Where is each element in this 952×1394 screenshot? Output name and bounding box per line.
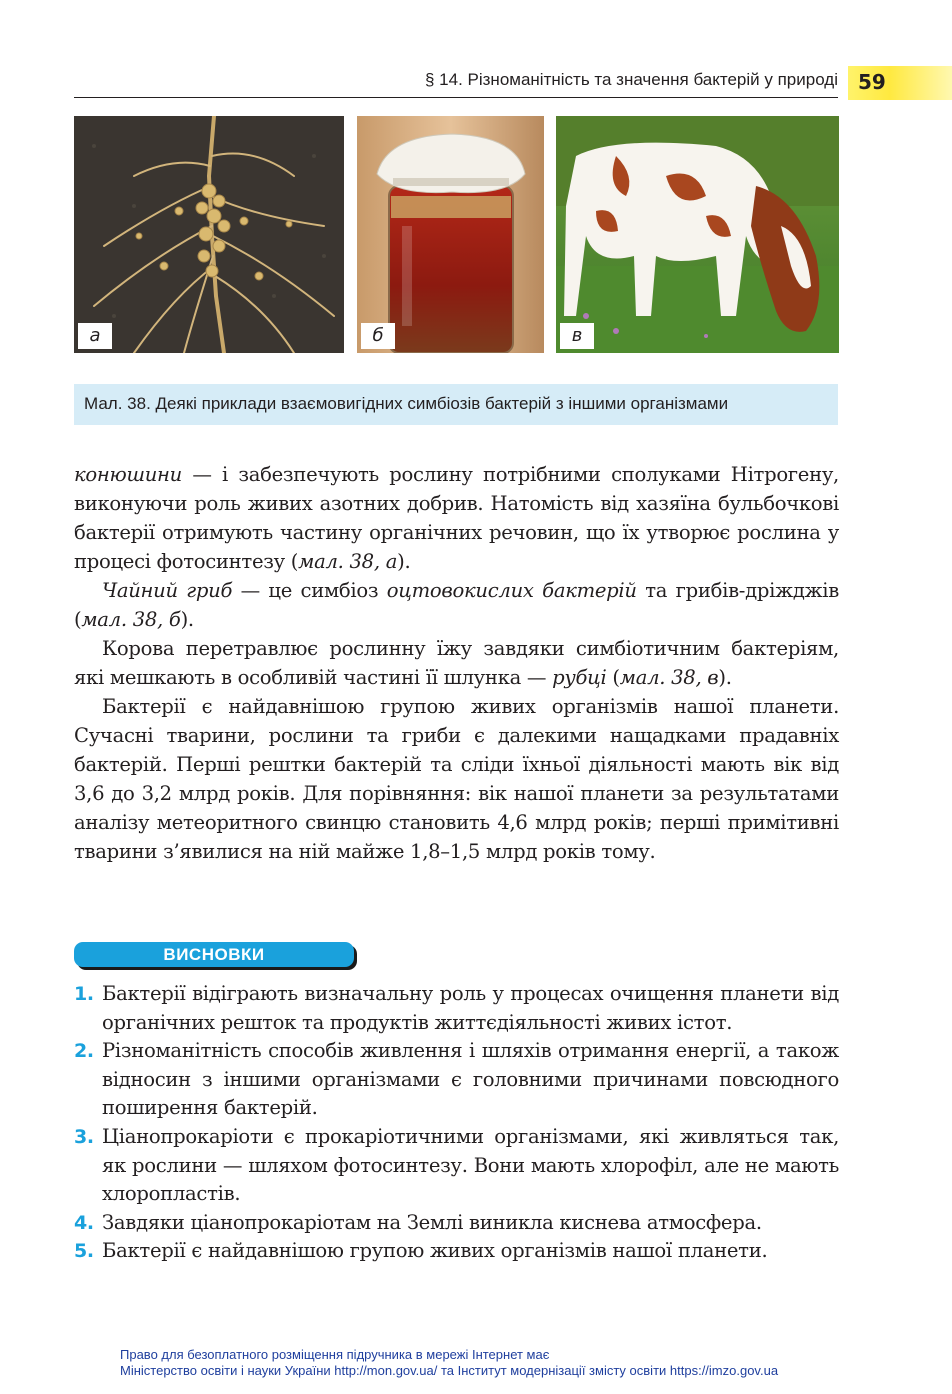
conclusion-item: 4. Завдяки ціанопрокаріотам на Землі виникла киснева атмосфера.: [74, 1209, 839, 1238]
page-number: 59: [858, 70, 886, 94]
footer-line-2: Міністерство освіти і науки України http://mon.gov.ua/ та Інститут модернізації змісту освіти https://imzo.gov.ua: [120, 1363, 779, 1378]
conclusions-heading-bar: [74, 942, 354, 967]
paragraph-1: конюшини — і забезпечують рослину потрібними сполуками Нітрогену, виконуючи роль живих азотних добрив. Натомість від хазяїна бульбочкові бактерії отримують частину органічних речовин, що їх утворює рослина у процесі фотосинтезу (мал. 38, а).: [74, 463, 839, 573]
paragraph-4: Бактерії є найдавнішою групою живих організмів нашої планети. Сучасні тварини, рослини та гриби є далекими нащадками прадавніх бактерій. Перші рештки бактерій та сліди їхньої діяльності мають вік від 3,6 до 3,2 млрд років. Для порівняння: вік нашої планети за результатами аналізу метеоритного свинцю становить 4,6 млрд років; перші примітивні тварини з’явилися на ній майже 1,8–1,5 млрд років тому.: [74, 695, 839, 863]
figure-caption: Мал. 38. Деякі приклади взаємовигідних симбіозів бактерій з іншими організмами: [84, 394, 729, 413]
conclusions-title: ВИСНОВКИ: [163, 945, 265, 964]
figure-ref-a: мал. 38, а: [298, 550, 398, 573]
body-text: [74, 460, 839, 866]
conclusion-item: 1. Бактерії відіграють визначальну роль у процесах очищення планети від органічних решток та продуктів життєдіяльності живих істот.: [74, 982, 839, 1034]
figure-ref-c: мал. 38, в: [619, 666, 719, 689]
term-kombucha: Чайний гриб: [102, 579, 233, 602]
paragraph-2: Чайний гриб — це симбіоз оцтовокислих бактерій та грибів-дріжджів (мал. 38, б).: [74, 579, 840, 631]
term-rumen: рубці: [552, 666, 607, 689]
conclusion-item: 2. Різноманітність способів живлення і шляхів отримання енергії, а також відносин з іншими організмами є головними причинами повсюдного поширення бактерій.: [74, 1039, 839, 1120]
cow-photo: [556, 116, 839, 353]
conclusions-list: [74, 980, 839, 1266]
term-acetic-bacteria: оцтовокислих бактерій: [386, 579, 637, 602]
footer-line-1: Право для безоплатного розміщення підручника в мережі Інтернет має: [120, 1347, 550, 1362]
conclusion-number: 2.: [74, 1040, 94, 1063]
root-nodules-photo: [74, 116, 344, 353]
conclusion-item: 3. Ціанопрокаріоти є прокаріотичними організмами, які живляться так, як рослини — шляхом фотосинтезу. Вони мають хлорофіл, але не мають хлоропластів.: [74, 1124, 839, 1206]
figure-ref-b: мал. 38, б: [81, 608, 181, 631]
conclusion-number: 4.: [74, 1211, 94, 1234]
conclusion-number: 5.: [74, 1240, 94, 1263]
conclusion-number: 1.: [74, 983, 94, 1005]
running-header-title: § 14. Різноманітність та значення бактерій у природі: [424, 70, 838, 89]
conclusion-number: 3.: [74, 1125, 94, 1148]
photo-letter-c: в: [560, 323, 594, 349]
header-rule: [74, 97, 838, 98]
conclusion-item: 5. Бактерії є найдавнішою групою живих організмів нашої планети.: [74, 1237, 839, 1266]
photo-letter-b: б: [361, 323, 395, 349]
kombucha-jar-photo: [357, 116, 544, 353]
term-clover: конюшини: [74, 463, 182, 486]
photo-letter-a: а: [78, 323, 112, 349]
figure-caption-box: [74, 384, 838, 425]
license-footer: [120, 1347, 880, 1379]
paragraph-3: Корова перетравлює рослинну їжу завдяки симбіотичним бактеріям, які мешкають в особливій частині її шлунка — рубці (мал. 38, в).: [74, 637, 839, 689]
